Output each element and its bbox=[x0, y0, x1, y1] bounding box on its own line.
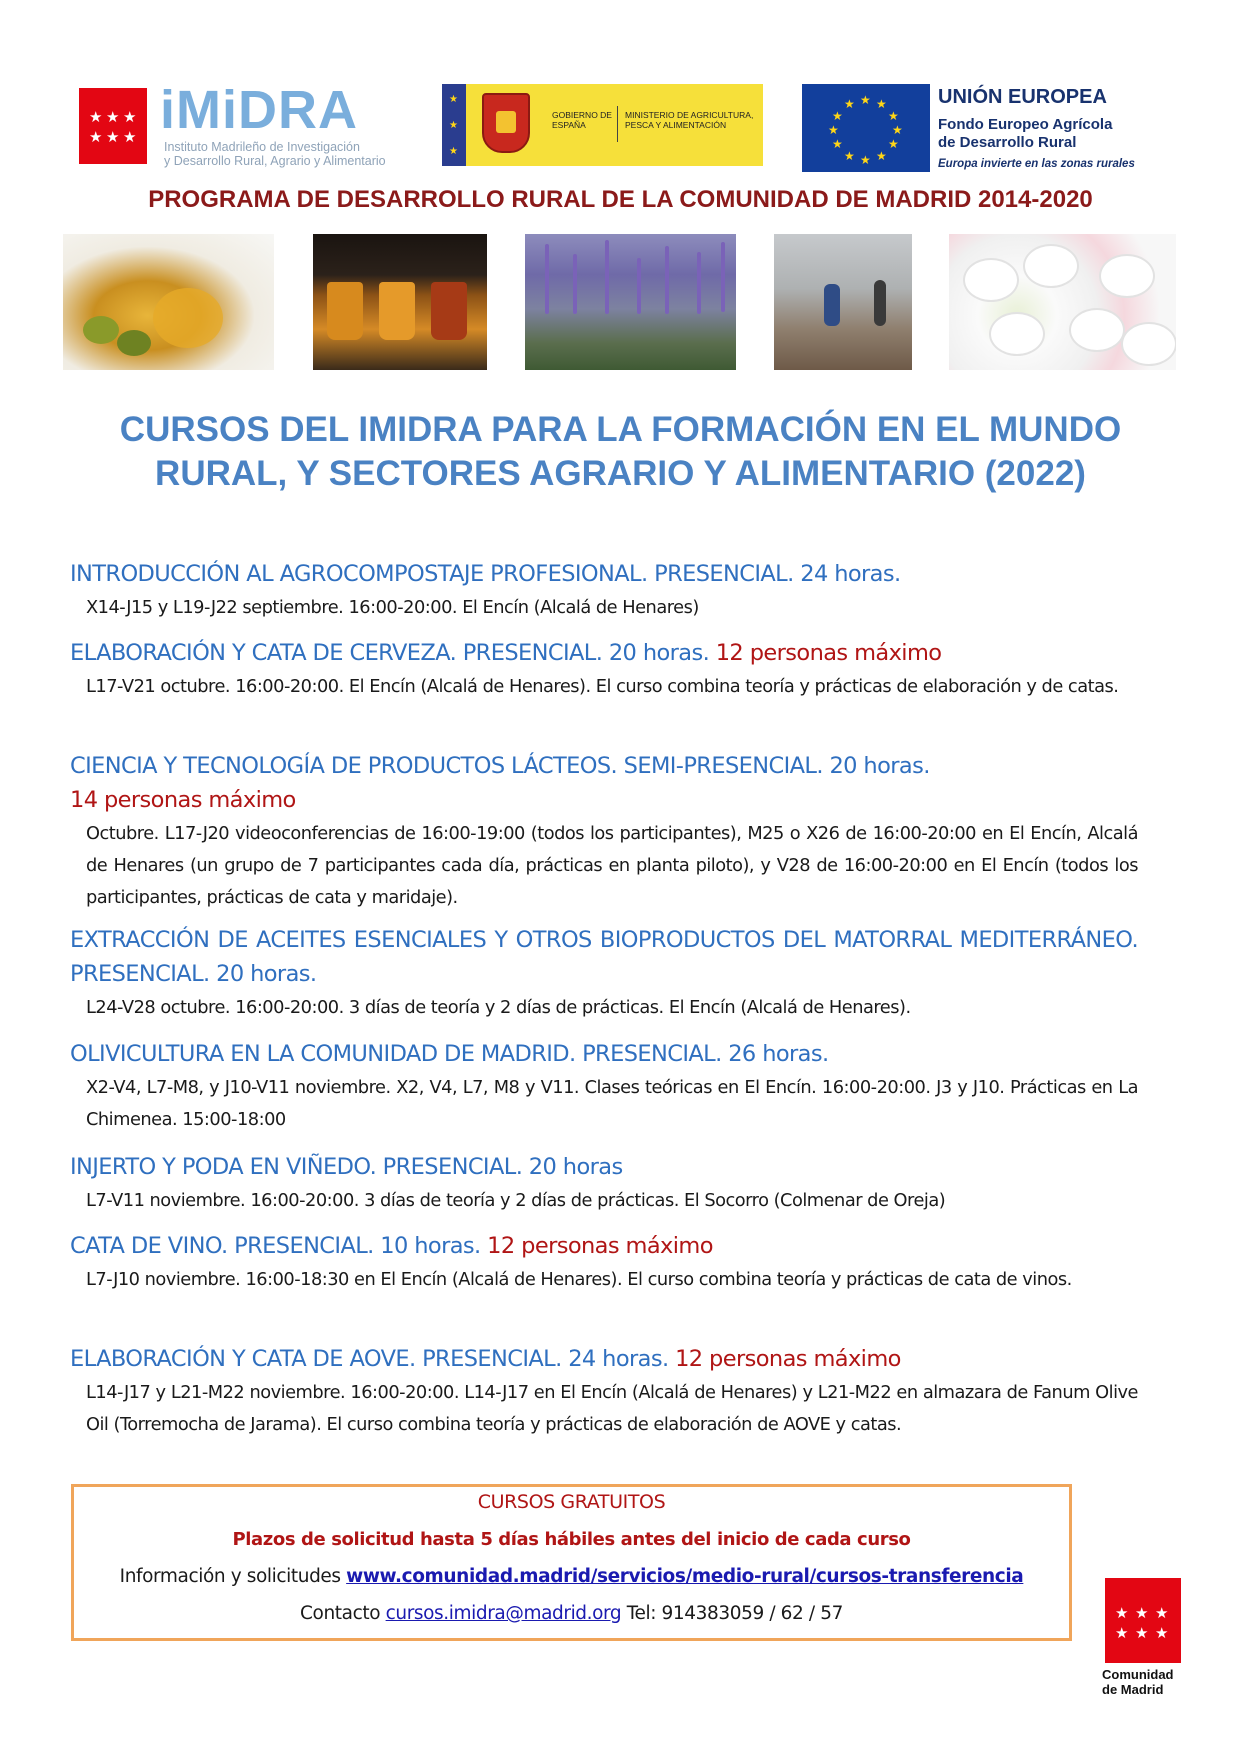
comunidad-madrid-footer-flag: ★ ★ ★ ★ ★ ★ bbox=[1105, 1578, 1181, 1663]
gobierno-label: GOBIERNO DE ESPAÑA bbox=[552, 110, 612, 130]
gob-divider bbox=[617, 106, 618, 142]
program-title: PROGRAMA DE DESARROLLO RURAL DE LA COMUNIDAD DE MADRID 2014-2020 bbox=[148, 186, 1093, 213]
eu-motto: Europa invierte en las zonas rurales bbox=[938, 158, 1135, 170]
olive-oil-photo bbox=[63, 234, 274, 370]
deadline-notice: Plazos de solicitud hasta 5 días hábiles antes del inicio de cada curso bbox=[232, 1529, 911, 1550]
info-box bbox=[71, 1484, 1072, 1641]
vineyard-photo bbox=[774, 234, 912, 370]
course-description: L17-V21 octubre. 16:00-20:00. El Encín (Alcalá de Henares). El curso combina teoría y prácticas de elaboración y de catas. bbox=[86, 676, 1119, 697]
imidra-subtitle: Instituto Madrileño de Investigación y Desarrollo Rural, Agrario y Alimentario bbox=[164, 140, 386, 168]
course-title: CATA DE VINO. PRESENCIAL. 10 horas. 12 personas máximo bbox=[70, 1233, 713, 1259]
gobierno-espana-logo bbox=[442, 84, 763, 166]
course-title: CIENCIA Y TECNOLOGÍA DE PRODUCTOS LÁCTEOS. SEMI-PRESENCIAL. 20 horas. 14 personas máximo bbox=[70, 753, 930, 813]
contact-line: Contacto cursos.imidra@madrid.org Tel: 914383059 / 62 / 57 bbox=[300, 1603, 843, 1624]
max-participants-label: 14 personas máximo bbox=[70, 787, 296, 813]
eu-title: UNIÓN EUROPEA bbox=[938, 86, 1107, 108]
course-title: INJERTO Y PODA EN VIÑEDO. PRESENCIAL. 20 horas bbox=[70, 1154, 623, 1180]
max-participants-label: 12 personas máximo bbox=[675, 1346, 901, 1372]
ministerio-label: MINISTERIO DE AGRICULTURA, PESCA Y ALIMENTACIÓN bbox=[625, 110, 754, 130]
spain-shield-icon bbox=[482, 93, 530, 153]
imidra-logo-text: iMiDRA bbox=[160, 80, 358, 140]
course-description: L7-J10 noviembre. 16:00-18:30 en El Encín (Alcalá de Henares). El curso combina teoría y prácticas de cata de vinos. bbox=[86, 1269, 1072, 1290]
phone-numbers: Tel: 914383059 / 62 / 57 bbox=[621, 1603, 843, 1624]
course-title: ELABORACIÓN Y CATA DE CERVEZA. PRESENCIAL. 20 horas. 12 personas máximo bbox=[70, 640, 942, 666]
beer-glasses-photo bbox=[313, 234, 487, 370]
course-description: Octubre. L17-J20 videoconferencias de 16:00-19:00 (todos los participantes), M25 o X26 de 16:00-20:00 en El Encín, Alcalá de Henares (un grupo de 7 participantes cada día, prácticas en planta piloto), y V28 de 16:00-20:00 en El Encín (todos los participantes, prácticas de cata y maridaje). bbox=[86, 823, 1138, 908]
course-description: L7-V11 noviembre. 16:00-20:00. 3 días de teoría y 2 días de prácticas. El Socorro (Colmenar de Oreja) bbox=[86, 1190, 946, 1211]
contact-email-link[interactable]: cursos.imidra@madrid.org bbox=[385, 1603, 622, 1624]
course-description: X14-J15 y L19-J22 septiembre. 16:00-20:00. El Encín (Alcalá de Henares) bbox=[86, 597, 699, 618]
logo-bar bbox=[0, 82, 1241, 172]
course-description: L24-V28 octubre. 16:00-20:00. 3 días de teoría y 2 días de prácticas. El Encín (Alcalá de Henares). bbox=[86, 997, 911, 1018]
max-participants-label: 12 personas máximo bbox=[487, 1233, 713, 1259]
courses-website-link[interactable]: www.comunidad.madrid/servicios/medio-rural/cursos-transferencia bbox=[346, 1566, 1024, 1587]
free-courses-label: CURSOS GRATUITOS bbox=[477, 1491, 666, 1513]
eu-strip-icon: ★ ★ ★ bbox=[442, 84, 466, 166]
course-description: L14-J17 y L21-M22 noviembre. 16:00-20:00. L14-J17 en El Encín (Alcalá de Henares) y L21-M22 en almazara de Fanum Olive Oil (Torremocha de Jarama). El curso combina teoría y prácticas de elaboración de AOVE y catas. bbox=[86, 1382, 1138, 1435]
course-title: ELABORACIÓN Y CATA DE AOVE. PRESENCIAL. 24 horas. 12 personas máximo bbox=[70, 1346, 901, 1372]
main-title: CURSOS DEL IMIDRA PARA LA FORMACIÓN EN EL MUNDO RURAL, Y SECTORES AGRARIO Y ALIMENTARIO (2022) bbox=[119, 410, 1122, 493]
course-title: INTRODUCCIÓN AL AGROCOMPOSTAJE PROFESIONAL. PRESENCIAL. 24 horas. bbox=[70, 561, 901, 587]
info-line: Información y solicitudes www.comunidad.madrid/servicios/medio-rural/cursos-transferencia bbox=[119, 1566, 1024, 1587]
course-title: OLIVICULTURA EN LA COMUNIDAD DE MADRID. PRESENCIAL. 26 horas. bbox=[70, 1041, 829, 1067]
feader-label: Fondo Europeo Agrícola de Desarrollo Rural bbox=[938, 116, 1113, 151]
eu-flag-logo: ★ ★ ★ ★ ★ ★ ★ ★ ★ ★ ★ ★ bbox=[802, 84, 930, 172]
course-description: X2-V4, L7-M8, y J10-V11 noviembre. X2, V4, L7, M8 y V11. Clases teóricas en El Encín. 16:00-20:00. J3 y J10. Prácticas en La Chimenea. 15:00-18:00 bbox=[86, 1077, 1138, 1130]
lavender-photo bbox=[525, 234, 736, 370]
comunidad-madrid-flag-logo: ★ ★ ★ ★ ★ ★ bbox=[79, 88, 147, 164]
ice-cream-photo bbox=[949, 234, 1176, 370]
max-participants-label: 12 personas máximo bbox=[715, 640, 942, 666]
comunidad-madrid-footer-text: Comunidad de Madrid bbox=[1102, 1667, 1174, 1697]
course-title: EXTRACCIÓN DE ACEITES ESENCIALES Y OTROS BIOPRODUCTOS DEL MATORRAL MEDITERRÁNEO. PRESENCIAL. 20 horas. bbox=[70, 927, 1138, 987]
